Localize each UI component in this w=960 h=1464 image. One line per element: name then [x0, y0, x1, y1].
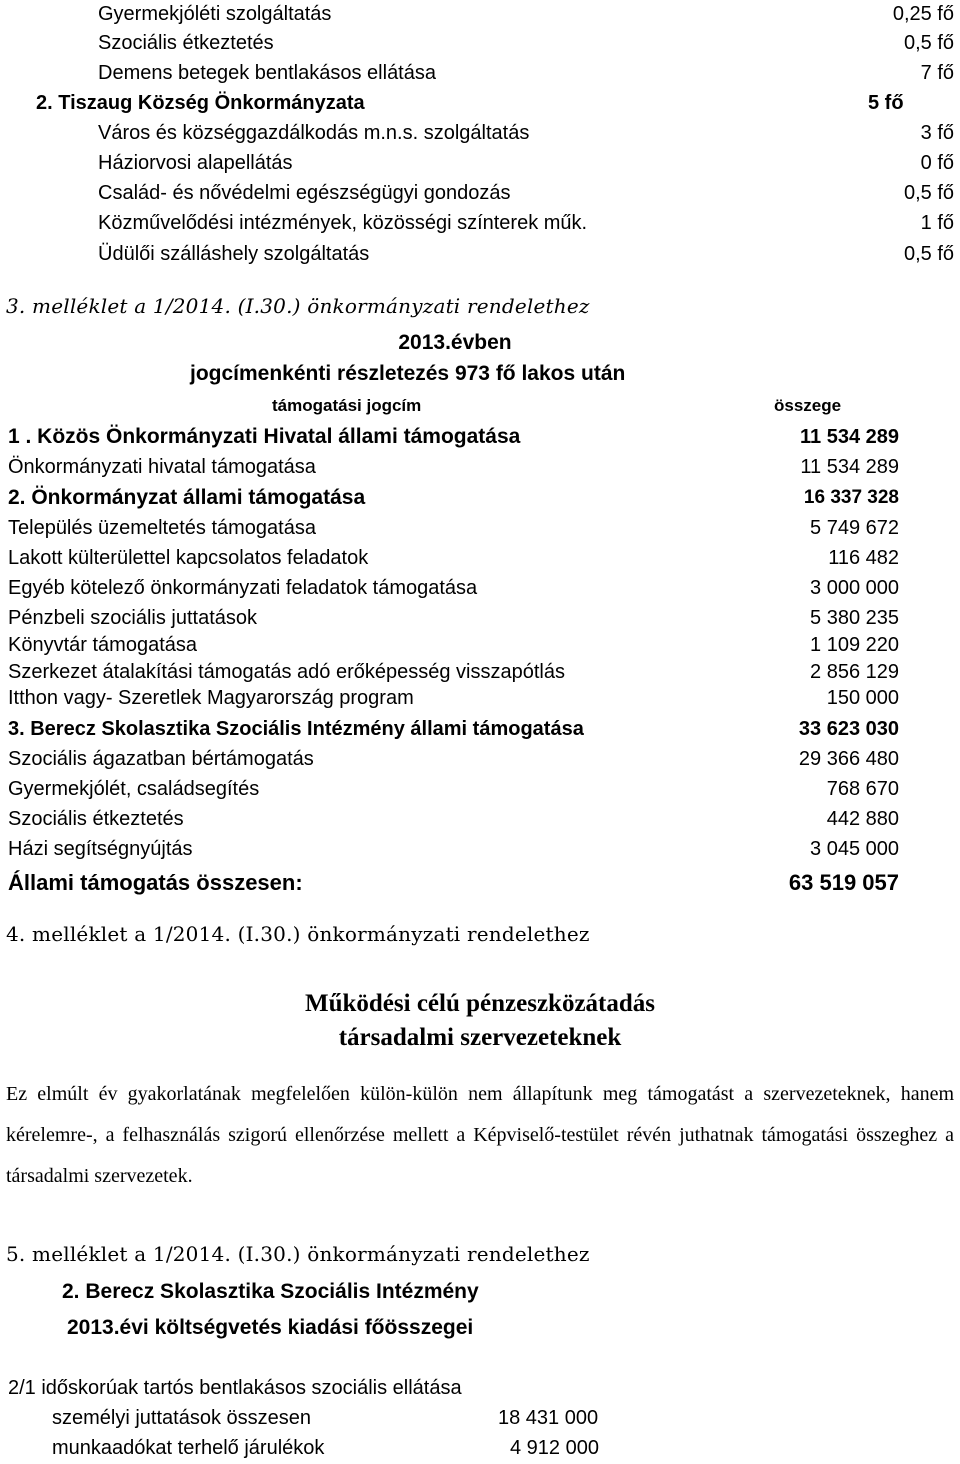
row-value: 3 045 000 — [810, 838, 899, 860]
staff-row-value: 0,25 fő — [892, 3, 954, 25]
row-label: Önkormányzati hivatal támogatása — [8, 456, 316, 478]
row-value: 150 000 — [826, 687, 899, 709]
annex5-title: 5. melléklet a 1/2014. (I.30.) önkormányzati rendelethez — [6, 1242, 590, 1266]
staff-row-value: 0,5 fő — [903, 32, 954, 54]
row-label: 1 . Közös Önkormányzati Hivatal állami támogatása — [8, 425, 521, 448]
row-value: 16 337 328 — [803, 487, 899, 508]
annex4-title: 4. melléklet a 1/2014. (I.30.) önkormányzati rendelethez — [6, 922, 590, 946]
row-label: Egyéb kötelező önkormányzati feladatok támogatása — [8, 577, 478, 599]
staff-row — [0, 59, 960, 87]
row-value: 3 000 000 — [810, 577, 899, 599]
staff-row — [0, 29, 960, 57]
table-row — [0, 775, 960, 803]
annex5-heading1: 2. Berecz Skolasztika Szociális Intézmény — [62, 1280, 479, 1303]
table-row — [0, 631, 960, 659]
staff-row-label: Háziorvosi alapellátás — [98, 152, 293, 174]
row-value: 2 856 129 — [810, 661, 899, 683]
row-label: Szociális étkeztetés — [8, 808, 184, 830]
row-value: 116 482 — [828, 547, 899, 569]
row-label: Szerkezet átalakítási támogatás adó erőképesség visszapótlás — [8, 661, 565, 683]
annex3-col-amount: összege — [774, 396, 842, 415]
row-label: Lakott külterülettel kapcsolatos feladatok — [8, 547, 369, 569]
row-value: 5 749 672 — [810, 517, 899, 539]
row-value: 18 431 000 — [498, 1407, 599, 1429]
table-row — [0, 484, 960, 512]
staff-row-value: 0,5 fő — [903, 182, 954, 204]
annex5-heading2: 2013.évi költségvetés kiadási főösszegei — [67, 1316, 474, 1339]
annex4-paragraph: Ez elmúlt év gyakorlatának megfelelően külön-külön nem állapítunk meg támogatást a szervezeteknek, hanem kérelemre-, a felhasználás szigorú ellenőrzése mellett a Képviselő-testület révén juthatnak támogatási összeghez a társadalmi szervezetek. — [6, 1083, 954, 1187]
row-label: Pénzbeli szociális juttatások — [8, 607, 258, 629]
staff-row — [0, 149, 960, 177]
row-label: Könyvtár támogatása — [8, 634, 197, 656]
staff-row-label: Demens betegek bentlakásos ellátása — [98, 62, 436, 84]
staff-row-label: Közművelődési intézmények, közösségi színterek műk. — [98, 212, 588, 234]
total-label: Állami támogatás összesen: — [8, 870, 303, 895]
staff-row — [0, 179, 960, 207]
row-value: 4 912 000 — [510, 1437, 599, 1459]
annex5-section: 2/1 időskorúak tartós bentlakásos szociális ellátása — [8, 1377, 462, 1399]
table-row — [0, 514, 960, 542]
row-value: 33 623 030 — [798, 718, 899, 740]
table-row — [0, 835, 960, 863]
municipality-heading-label: 2. Tiszaug Község Önkormányzata — [36, 92, 365, 114]
staff-row — [0, 209, 960, 237]
annex4-heading1: Működési célú pénzeszközátadás — [305, 990, 655, 1017]
row-label: 2. Önkormányzat állami támogatása — [8, 486, 366, 509]
staff-row-label: Család- és nővédelmi egészségügyi gondozás — [98, 182, 511, 204]
row-label: Házi segítségnyújtás — [8, 838, 193, 860]
row-label: 3. Berecz Skolasztika Szociális Intézmény állami támogatása — [8, 718, 584, 740]
row-label: Szociális ágazatban bértámogatás — [8, 748, 314, 770]
staff-row-label: Üdülői szálláshely szolgáltatás — [98, 243, 370, 265]
staff-row-label: Szociális étkeztetés — [98, 32, 274, 54]
row-value: 768 670 — [826, 778, 899, 800]
table-row — [0, 745, 960, 773]
row-value: 29 366 480 — [798, 748, 899, 770]
row-value: 11 534 289 — [800, 426, 899, 448]
staff-row-value: 0,5 fő — [903, 243, 954, 265]
table-row — [0, 453, 960, 481]
row-value: 442 880 — [826, 808, 899, 830]
row-value: 1 109 220 — [810, 634, 899, 656]
table-row — [0, 423, 960, 451]
staff-row — [0, 119, 960, 147]
annex3-subtitle: jogcímenkénti részletezés 973 fő lakos után — [190, 362, 626, 385]
staff-row-label: Város és községgazdálkodás m.n.s. szolgáltatás — [98, 122, 530, 144]
table-row — [0, 684, 960, 712]
row-value: 5 380 235 — [810, 607, 899, 629]
annex3-year — [0, 331, 960, 355]
staff-row — [0, 240, 960, 268]
staff-row-value: 1 fő — [920, 212, 954, 234]
row-label: Gyermekjólét, családsegítés — [8, 778, 260, 800]
table-row — [0, 715, 960, 743]
staff-row-value: 0 fő — [920, 152, 954, 174]
municipality-heading-value: 5 fő — [868, 92, 904, 114]
table-row — [0, 574, 960, 602]
row-label: munkaadókat terhelő járulékok — [52, 1437, 325, 1459]
staff-row — [0, 0, 960, 28]
table-row — [0, 604, 960, 632]
staff-row-value: 3 fő — [920, 122, 954, 144]
annex4-heading2: társadalmi szervezeteknek — [338, 1024, 622, 1051]
staff-row-label: Gyermekjóléti szolgáltatás — [98, 3, 332, 25]
budget-row — [0, 1404, 960, 1432]
staff-row-value: 7 fő — [920, 62, 954, 84]
total-row — [0, 867, 960, 899]
table-row — [0, 544, 960, 572]
row-value: 11 534 289 — [800, 456, 899, 478]
total-value: 63 519 057 — [788, 870, 899, 895]
table-row — [0, 658, 960, 686]
row-label: Település üzemeltetés támogatása — [8, 517, 316, 539]
municipality-heading — [0, 89, 960, 117]
annex3-year-text: 2013.évben — [398, 331, 512, 354]
row-label: Itthon vagy- Szeretlek Magyarország program — [8, 687, 414, 709]
annex3-title: 3. melléklet a 1/2014. (I.30.) önkormányzati rendelethez — [6, 294, 590, 318]
annex3-col-title: támogatási jogcím — [272, 396, 422, 415]
table-row — [0, 805, 960, 833]
row-label: személyi juttatások összesen — [52, 1407, 312, 1429]
budget-row — [0, 1434, 960, 1462]
